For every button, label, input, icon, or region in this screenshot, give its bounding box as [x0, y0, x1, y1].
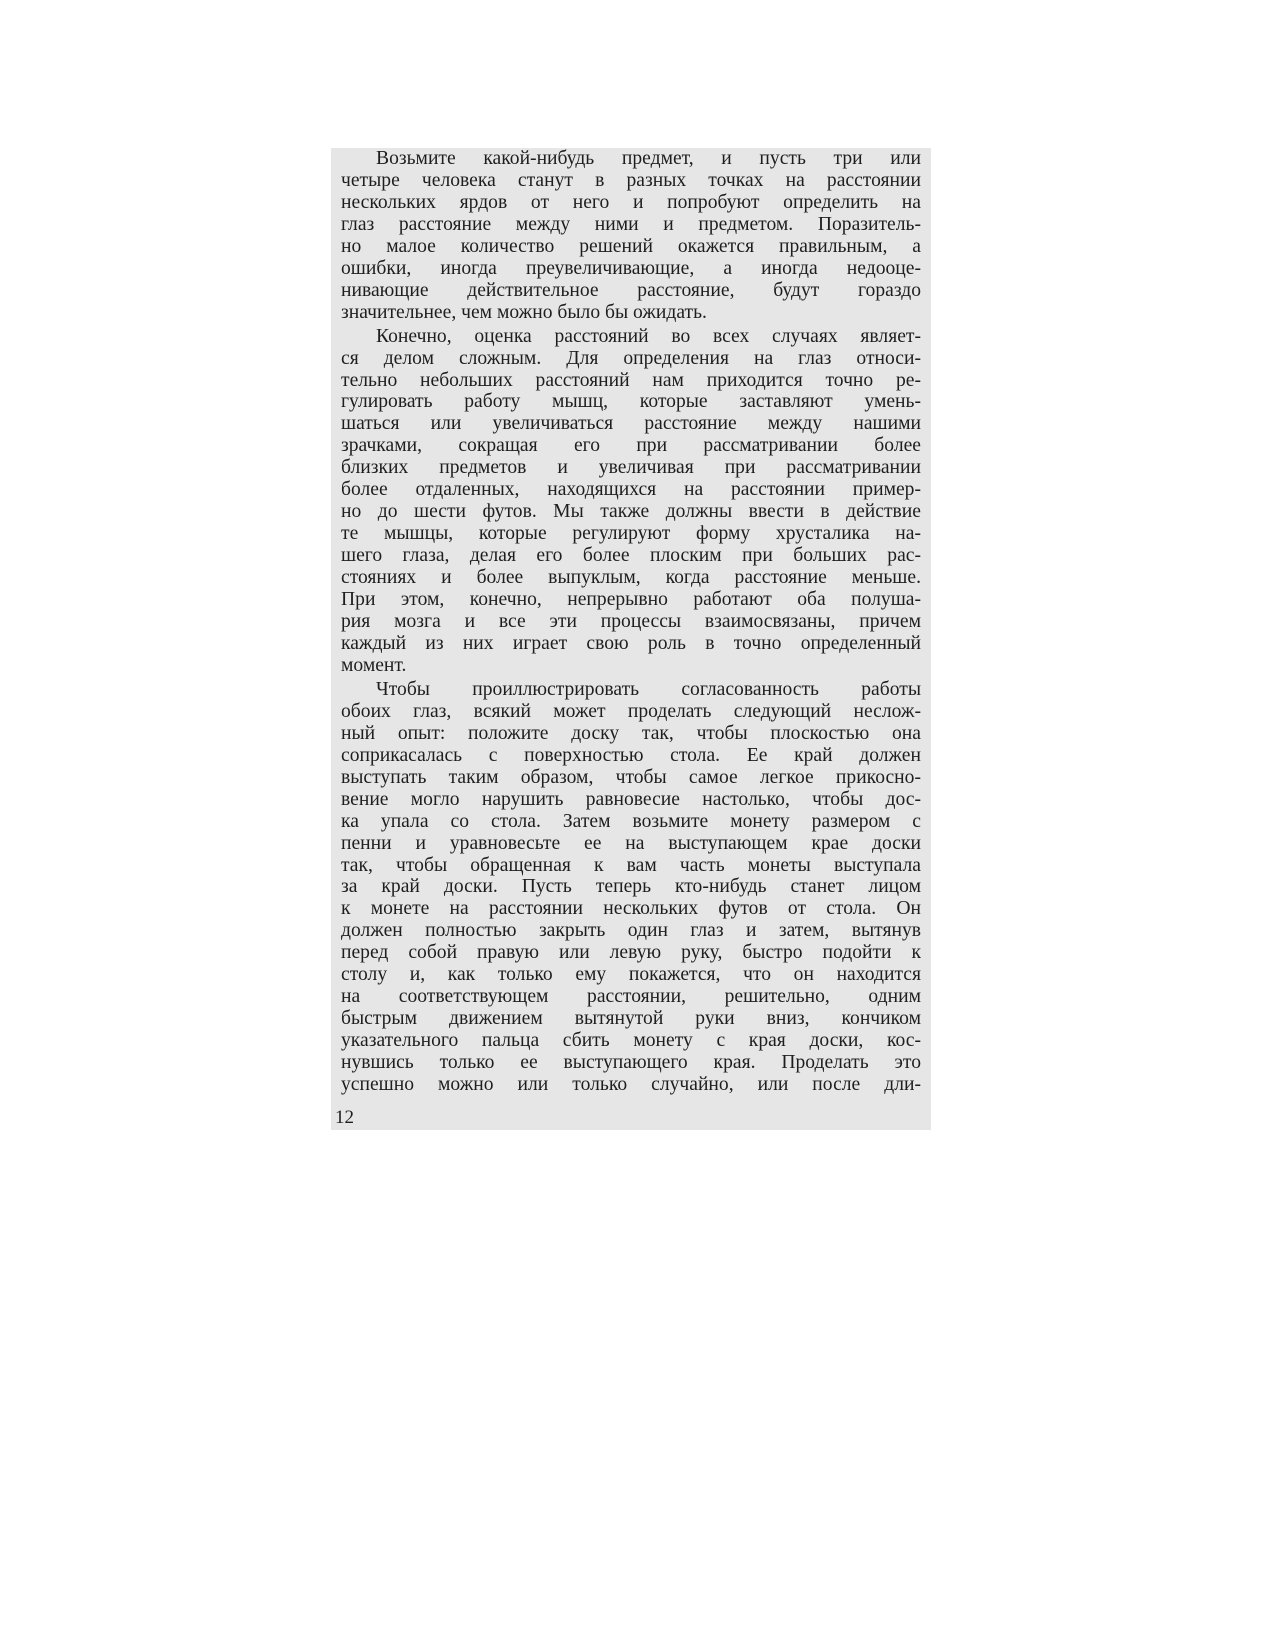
paragraph	[341, 148, 921, 324]
text-line: При этом, конечно, непрерывно работают оба полуша-	[341, 589, 921, 611]
text-line: Конечно, оценка расстояний во всех случаях являет-	[376, 325, 921, 347]
text-line: перед собой правую или левую руку, быстро подойти к	[341, 942, 921, 964]
text-line: столу и, как только ему покажется, что он находится	[341, 964, 921, 986]
text-line: рия мозга и все эти процессы взаимосвязаны, причем	[341, 611, 921, 633]
text-line: к монете на расстоянии нескольких футов от стола. Он	[341, 898, 921, 920]
text-line: успешно можно или только случайно, или после дли-	[341, 1074, 921, 1096]
text-line: указательного пальца сбить монету с края доски, кос-	[341, 1030, 921, 1052]
text-line: на соответствующем расстоянии, решительно, одним	[341, 986, 921, 1008]
page-number: 12	[335, 1107, 354, 1128]
text-line: соприкасалась с поверхностью стола. Ее край должен	[341, 744, 921, 766]
page-body-text	[341, 148, 921, 1096]
paragraph	[341, 326, 921, 677]
text-line: выступать таким образом, чтобы самое легкое прикосно-	[341, 766, 921, 788]
text-line: нувшись только ее выступающего края. Проделать это	[341, 1052, 921, 1074]
text-line: ка упала со стола. Затем возьмите монету размером с	[341, 810, 921, 832]
text-line: но малое количество решений окажется правильным, а	[341, 235, 921, 257]
text-line: тельно небольших расстояний нам приходится точно ре-	[341, 369, 921, 391]
text-line: должен полностью закрыть один глаз и затем, вытянув	[341, 920, 921, 942]
text-line: близких предметов и увеличивая при рассматривании	[341, 457, 921, 479]
text-line: зрачками, сокращая его при рассматривании более	[341, 435, 921, 457]
paragraph	[341, 679, 921, 1096]
text-line: четыре человека станут в разных точках на расстоянии	[341, 169, 921, 191]
text-line: гулировать работу мышц, которые заставляют умень-	[341, 391, 921, 413]
text-line: нескольких ярдов от него и попробуют определить на	[341, 191, 921, 213]
text-line: стояниях и более выпуклым, когда расстояние меньше.	[341, 567, 921, 589]
text-line: ся делом сложным. Для определения на глаз относи-	[341, 347, 921, 369]
text-line: нивающие действительное расстояние, будут гораздо	[341, 279, 921, 301]
text-line: Чтобы проиллюстрировать согласованность работы	[376, 678, 921, 700]
text-line: за край доски. Пусть теперь кто-нибудь станет лицом	[341, 876, 921, 898]
text-line: но до шести футов. Мы также должны ввести в действие	[341, 501, 921, 523]
text-line: значительнее, чем можно было бы ожидать.	[341, 301, 707, 323]
text-line: глаз расстояние между ними и предметом. Поразитель-	[341, 213, 921, 235]
text-line: шаться или увеличиваться расстояние между нашими	[341, 413, 921, 435]
text-line: момент.	[341, 654, 407, 676]
scanned-page	[331, 148, 931, 1130]
text-line: те мышцы, которые регулируют форму хрусталика на-	[341, 523, 921, 545]
text-line: более отдаленных, находящихся на расстоянии пример-	[341, 479, 921, 501]
text-line: пенни и уравновесьте ее на выступающем крае доски	[341, 832, 921, 854]
text-line: ошибки, иногда преувеличивающие, а иногда недооце-	[341, 257, 921, 279]
text-line: вение могло нарушить равновесие настолько, чтобы дос-	[341, 788, 921, 810]
text-line: так, чтобы обращенная к вам часть монеты выступала	[341, 854, 921, 876]
text-line: быстрым движением вытянутой руки вниз, кончиком	[341, 1008, 921, 1030]
text-line: шего глаза, делая его более плоским при больших рас-	[341, 545, 921, 567]
text-line: Возьмите какой-нибудь предмет, и пусть три или	[376, 148, 921, 169]
text-line: каждый из них играет свою роль в точно определенный	[341, 632, 921, 654]
text-line: обоих глаз, всякий может проделать следующий неслож-	[341, 700, 921, 722]
text-line: ный опыт: положите доску так, чтобы плоскостью она	[341, 722, 921, 744]
